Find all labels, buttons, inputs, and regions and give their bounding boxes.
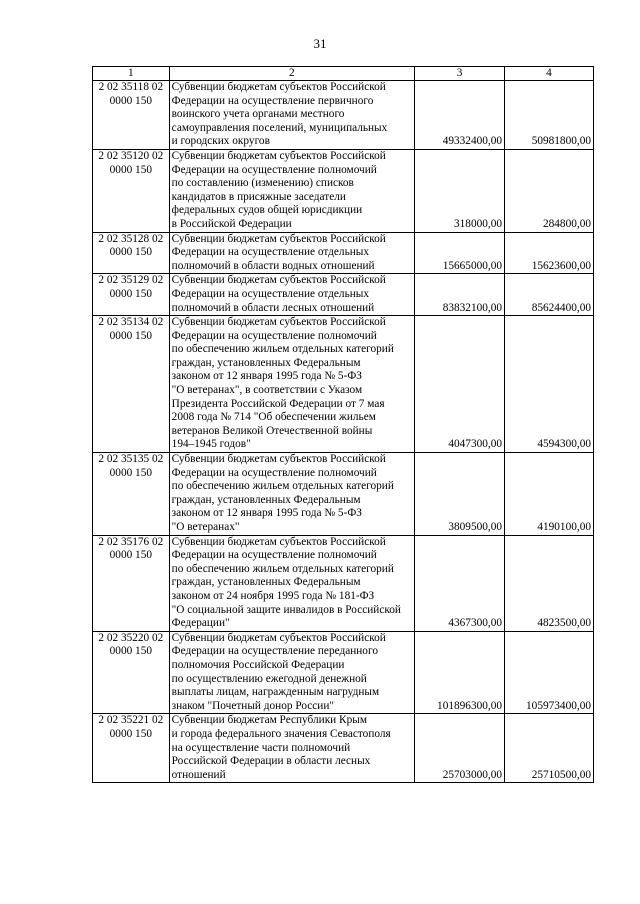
amount-col4: 25710500,00 bbox=[505, 714, 594, 783]
budget-description: Субвенции бюджетам субъектов Российской Федерации на осуществление отдельных полномочий в области водных отношений bbox=[169, 232, 414, 274]
amount-col3: 3809500,00 bbox=[415, 453, 505, 536]
table-row bbox=[93, 714, 594, 783]
amount-col3: 49332400,00 bbox=[415, 81, 505, 150]
table-row bbox=[93, 453, 594, 536]
amount-col4: 85624400,00 bbox=[505, 274, 594, 316]
budget-description: Субвенции бюджетам субъектов Российской Федерации на осуществление переданного полномочия Российской Федерации по осуществлению ежегодной денежной выплаты лицам, награжденным нагрудным знаком "Почетный донор России" bbox=[169, 631, 414, 714]
table-row bbox=[93, 81, 594, 150]
amount-col4: 105973400,00 bbox=[505, 631, 594, 714]
amount-col3: 15665000,00 bbox=[415, 232, 505, 274]
budget-code: 2 02 35134 02 0000 150 bbox=[93, 316, 170, 453]
table-row bbox=[93, 149, 594, 232]
budget-code: 2 02 35221 02 0000 150 bbox=[93, 714, 170, 783]
table-row bbox=[93, 232, 594, 274]
amount-col3: 4367300,00 bbox=[415, 535, 505, 631]
column-header-2: 2 bbox=[169, 67, 414, 81]
table-row bbox=[93, 631, 594, 714]
amount-col3: 83832100,00 bbox=[415, 274, 505, 316]
budget-description: Субвенции бюджетам субъектов Российской Федерации на осуществление отдельных полномочий в области лесных отношений bbox=[169, 274, 414, 316]
budget-code: 2 02 35135 02 0000 150 bbox=[93, 453, 170, 536]
amount-col4: 4594300,00 bbox=[505, 316, 594, 453]
column-header-3: 3 bbox=[415, 67, 505, 81]
budget-code: 2 02 35128 02 0000 150 bbox=[93, 232, 170, 274]
budget-code: 2 02 35220 02 0000 150 bbox=[93, 631, 170, 714]
budget-description: Субвенции бюджетам субъектов Российской Федерации на осуществление полномочий по обеспечению жильем отдельных категорий граждан, установленных Федеральным законом от 12 января 1995 года № 5-ФЗ "О ветеранах" bbox=[169, 453, 414, 536]
budget-description: Субвенции бюджетам Республики Крым и города федерального значения Севастополя на осуществление части полномочий Российской Федерации в области лесных отношений bbox=[169, 714, 414, 783]
amount-col3: 101896300,00 bbox=[415, 631, 505, 714]
budget-description: Субвенции бюджетам субъектов Российской Федерации на осуществление полномочий по обеспечению жильем отдельных категорий граждан, установленных Федеральным законом от 12 января 1995 года № 5-ФЗ "О ветеранах", в соответствии с Указом Президента Российской Федерации от 7 мая 2008 года № 714 "Об обеспечении жильем ветеранов Великой Отечественной войны 194‒1945 годов" bbox=[169, 316, 414, 453]
amount-col4: 50981800,00 bbox=[505, 81, 594, 150]
column-header-1: 1 bbox=[93, 67, 170, 81]
table-row bbox=[93, 316, 594, 453]
amount-col3: 318000,00 bbox=[415, 149, 505, 232]
budget-code: 2 02 35176 02 0000 150 bbox=[93, 535, 170, 631]
page-number: 31 bbox=[313, 36, 327, 51]
amount-col3: 4047300,00 bbox=[415, 316, 505, 453]
column-header-4: 4 bbox=[505, 67, 594, 81]
amount-col4: 4823500,00 bbox=[505, 535, 594, 631]
budget-code: 2 02 35118 02 0000 150 bbox=[93, 81, 170, 150]
budget-description: Субвенции бюджетам субъектов Российской Федерации на осуществление первичного воинского учета органами местного самоуправления поселений, муниципальных и городских округов bbox=[169, 81, 414, 150]
table-header-row bbox=[93, 67, 594, 81]
amount-col4: 284800,00 bbox=[505, 149, 594, 232]
amount-col4: 15623600,00 bbox=[505, 232, 594, 274]
budget-code: 2 02 35120 02 0000 150 bbox=[93, 149, 170, 232]
amount-col4: 4190100,00 bbox=[505, 453, 594, 536]
table-row bbox=[93, 274, 594, 316]
amount-col3: 25703000,00 bbox=[415, 714, 505, 783]
budget-description: Субвенции бюджетам субъектов Российской Федерации на осуществление полномочий по обеспечению жильем отдельных категорий граждан, установленных Федеральным законом от 24 ноября 1995 года № 181-ФЗ "О социальной защите инвалидов в Российской Федерации" bbox=[169, 535, 414, 631]
budget-code: 2 02 35129 02 0000 150 bbox=[93, 274, 170, 316]
table-row bbox=[93, 535, 594, 631]
budget-table bbox=[92, 66, 594, 783]
budget-description: Субвенции бюджетам субъектов Российской Федерации на осуществление полномочий по составлению (изменению) списков кандидатов в присяжные заседатели федеральных судов общей юрисдикции в Российской Федерации bbox=[169, 149, 414, 232]
